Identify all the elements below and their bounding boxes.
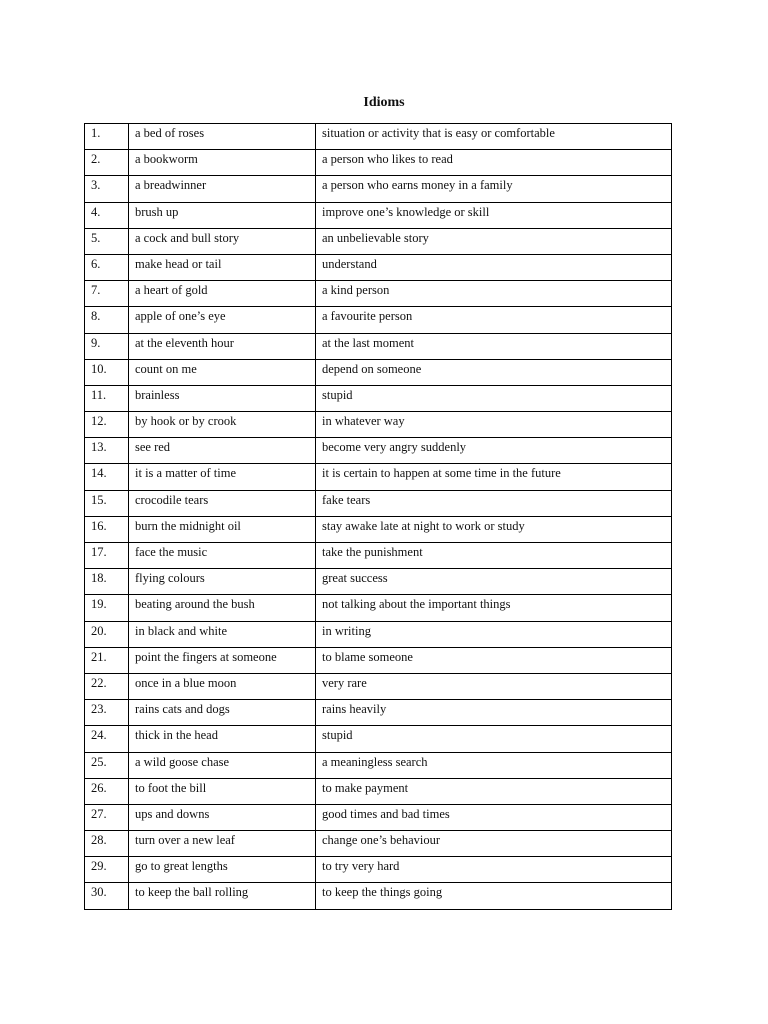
table-row bbox=[85, 595, 672, 621]
idiom-cell: ups and downs bbox=[129, 804, 316, 830]
table-row bbox=[85, 621, 672, 647]
idiom-cell: rains cats and dogs bbox=[129, 700, 316, 726]
table-row bbox=[85, 150, 672, 176]
idiom-cell: a bed of roses bbox=[129, 124, 316, 150]
idiom-cell: flying colours bbox=[129, 569, 316, 595]
idiom-cell: it is a matter of time bbox=[129, 464, 316, 490]
idiom-cell: go to great lengths bbox=[129, 857, 316, 883]
row-number: 22. bbox=[85, 673, 129, 699]
table-row bbox=[85, 202, 672, 228]
row-number: 16. bbox=[85, 516, 129, 542]
idiom-cell: to keep the ball rolling bbox=[129, 883, 316, 909]
idioms-table bbox=[84, 123, 672, 910]
row-number: 9. bbox=[85, 333, 129, 359]
meaning-cell: at the last moment bbox=[316, 333, 672, 359]
table-row bbox=[85, 857, 672, 883]
meaning-cell: in whatever way bbox=[316, 412, 672, 438]
meaning-cell: to blame someone bbox=[316, 647, 672, 673]
table-row bbox=[85, 569, 672, 595]
meaning-cell: a kind person bbox=[316, 281, 672, 307]
table-row bbox=[85, 726, 672, 752]
meaning-cell: an unbelievable story bbox=[316, 228, 672, 254]
idiom-cell: a heart of gold bbox=[129, 281, 316, 307]
meaning-cell: depend on someone bbox=[316, 359, 672, 385]
table-row bbox=[85, 438, 672, 464]
meaning-cell: not talking about the important things bbox=[316, 595, 672, 621]
meaning-cell: it is certain to happen at some time in the future bbox=[316, 464, 672, 490]
idiom-cell: turn over a new leaf bbox=[129, 831, 316, 857]
meaning-cell: to keep the things going bbox=[316, 883, 672, 909]
row-number: 29. bbox=[85, 857, 129, 883]
meaning-cell: take the punishment bbox=[316, 543, 672, 569]
meaning-cell: fake tears bbox=[316, 490, 672, 516]
table-row bbox=[85, 124, 672, 150]
meaning-cell: a meaningless search bbox=[316, 752, 672, 778]
meaning-cell: stupid bbox=[316, 385, 672, 411]
table-row bbox=[85, 752, 672, 778]
row-number: 7. bbox=[85, 281, 129, 307]
idiom-cell: crocodile tears bbox=[129, 490, 316, 516]
row-number: 17. bbox=[85, 543, 129, 569]
page-title: Idioms bbox=[363, 95, 405, 110]
row-number: 30. bbox=[85, 883, 129, 909]
idiom-cell: burn the midnight oil bbox=[129, 516, 316, 542]
idiom-cell: face the music bbox=[129, 543, 316, 569]
idiom-cell: in black and white bbox=[129, 621, 316, 647]
idiom-cell: a cock and bull story bbox=[129, 228, 316, 254]
idiom-cell: a bookworm bbox=[129, 150, 316, 176]
row-number: 27. bbox=[85, 804, 129, 830]
row-number: 11. bbox=[85, 385, 129, 411]
table-row bbox=[85, 228, 672, 254]
meaning-cell: good times and bad times bbox=[316, 804, 672, 830]
meaning-cell: rains heavily bbox=[316, 700, 672, 726]
idiom-cell: brush up bbox=[129, 202, 316, 228]
table-row bbox=[85, 883, 672, 909]
idiom-cell: beating around the bush bbox=[129, 595, 316, 621]
row-number: 3. bbox=[85, 176, 129, 202]
row-number: 20. bbox=[85, 621, 129, 647]
row-number: 23. bbox=[85, 700, 129, 726]
row-number: 24. bbox=[85, 726, 129, 752]
table-row bbox=[85, 543, 672, 569]
idiom-cell: apple of one’s eye bbox=[129, 307, 316, 333]
table-row bbox=[85, 647, 672, 673]
table-row bbox=[85, 281, 672, 307]
idiom-cell: brainless bbox=[129, 385, 316, 411]
row-number: 12. bbox=[85, 412, 129, 438]
meaning-cell: a person who likes to read bbox=[316, 150, 672, 176]
idiom-cell: by hook or by crook bbox=[129, 412, 316, 438]
meaning-cell: to try very hard bbox=[316, 857, 672, 883]
meaning-cell: understand bbox=[316, 254, 672, 280]
row-number: 18. bbox=[85, 569, 129, 595]
meaning-cell: to make payment bbox=[316, 778, 672, 804]
row-number: 1. bbox=[85, 124, 129, 150]
meaning-cell: change one’s behaviour bbox=[316, 831, 672, 857]
idiom-cell: see red bbox=[129, 438, 316, 464]
row-number: 28. bbox=[85, 831, 129, 857]
meaning-cell: a person who earns money in a family bbox=[316, 176, 672, 202]
idiom-cell: count on me bbox=[129, 359, 316, 385]
idiom-cell: once in a blue moon bbox=[129, 673, 316, 699]
table-row bbox=[85, 307, 672, 333]
row-number: 10. bbox=[85, 359, 129, 385]
table-row bbox=[85, 831, 672, 857]
table-row bbox=[85, 778, 672, 804]
idioms-table-body bbox=[85, 124, 672, 910]
table-row bbox=[85, 333, 672, 359]
idiom-cell: a wild goose chase bbox=[129, 752, 316, 778]
meaning-cell: stay awake late at night to work or study bbox=[316, 516, 672, 542]
idiom-cell: thick in the head bbox=[129, 726, 316, 752]
table-row bbox=[85, 254, 672, 280]
table-row bbox=[85, 464, 672, 490]
table-row bbox=[85, 516, 672, 542]
table-row bbox=[85, 490, 672, 516]
table-row bbox=[85, 385, 672, 411]
table-row bbox=[85, 412, 672, 438]
idiom-cell: a breadwinner bbox=[129, 176, 316, 202]
row-number: 19. bbox=[85, 595, 129, 621]
meaning-cell: in writing bbox=[316, 621, 672, 647]
idiom-cell: at the eleventh hour bbox=[129, 333, 316, 359]
meaning-cell: improve one’s knowledge or skill bbox=[316, 202, 672, 228]
row-number: 13. bbox=[85, 438, 129, 464]
row-number: 14. bbox=[85, 464, 129, 490]
meaning-cell: very rare bbox=[316, 673, 672, 699]
meaning-cell: become very angry suddenly bbox=[316, 438, 672, 464]
meaning-cell: situation or activity that is easy or comfortable bbox=[316, 124, 672, 150]
meaning-cell: a favourite person bbox=[316, 307, 672, 333]
table-row bbox=[85, 176, 672, 202]
table-row bbox=[85, 359, 672, 385]
row-number: 4. bbox=[85, 202, 129, 228]
row-number: 25. bbox=[85, 752, 129, 778]
idiom-cell: make head or tail bbox=[129, 254, 316, 280]
table-row bbox=[85, 673, 672, 699]
row-number: 2. bbox=[85, 150, 129, 176]
table-row bbox=[85, 700, 672, 726]
row-number: 26. bbox=[85, 778, 129, 804]
row-number: 21. bbox=[85, 647, 129, 673]
idiom-cell: point the fingers at someone bbox=[129, 647, 316, 673]
meaning-cell: great success bbox=[316, 569, 672, 595]
row-number: 8. bbox=[85, 307, 129, 333]
row-number: 15. bbox=[85, 490, 129, 516]
row-number: 6. bbox=[85, 254, 129, 280]
row-number: 5. bbox=[85, 228, 129, 254]
idiom-cell: to foot the bill bbox=[129, 778, 316, 804]
table-row bbox=[85, 804, 672, 830]
meaning-cell: stupid bbox=[316, 726, 672, 752]
